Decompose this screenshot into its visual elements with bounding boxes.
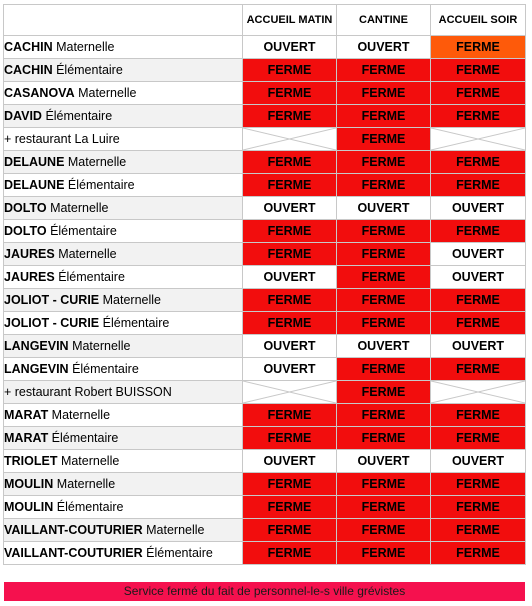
header-blank	[4, 5, 243, 36]
table-row	[4, 450, 526, 473]
status-cantine: FERME	[337, 82, 431, 105]
status-soir: OUVERT	[431, 197, 526, 220]
status-cantine: OUVERT	[337, 335, 431, 358]
status-matin: OUVERT	[243, 335, 337, 358]
table-row	[4, 128, 526, 151]
table-row	[4, 473, 526, 496]
school-type: Élémentaire	[64, 178, 135, 192]
table-row	[4, 151, 526, 174]
header-accueil-matin: ACCUEIL MATIN	[243, 5, 337, 36]
school-name	[4, 335, 243, 358]
status-cantine: FERME	[337, 289, 431, 312]
school-name	[4, 473, 243, 496]
status-cantine: OUVERT	[337, 36, 431, 59]
status-cantine: FERME	[337, 243, 431, 266]
school-type: Maternelle	[46, 201, 109, 215]
status-cantine: FERME	[337, 427, 431, 450]
status-matin: OUVERT	[243, 36, 337, 59]
school-name-bold: JOLIOT - CURIE	[4, 316, 100, 330]
school-name	[4, 82, 243, 105]
school-type: Élémentaire	[68, 362, 139, 376]
status-cantine: OUVERT	[337, 197, 431, 220]
school-name-bold: DOLTO	[4, 201, 47, 215]
status-soir: FERME	[431, 473, 526, 496]
school-type: + restaurant La Luire	[4, 132, 120, 146]
status-matin: FERME	[243, 220, 337, 243]
school-name-bold: DELAUNE	[4, 178, 65, 192]
school-name-bold: DELAUNE	[4, 155, 65, 169]
header-accueil-soir: ACCUEIL SOIR	[431, 5, 526, 36]
not-applicable-cross-icon	[431, 128, 525, 150]
status-matin: FERME	[243, 404, 337, 427]
school-name-bold: DOLTO	[4, 224, 47, 238]
status-matin: FERME	[243, 243, 337, 266]
school-name	[4, 519, 243, 542]
status-not-applicable	[431, 381, 526, 404]
status-cantine: FERME	[337, 496, 431, 519]
status-soir: FERME	[431, 105, 526, 128]
school-type: Élémentaire	[142, 546, 213, 560]
status-soir: OUVERT	[431, 450, 526, 473]
table-row	[4, 404, 526, 427]
status-soir: OUVERT	[431, 266, 526, 289]
school-name	[4, 542, 243, 565]
table-row	[4, 519, 526, 542]
table-row	[4, 174, 526, 197]
school-type: + restaurant Robert BUISSON	[4, 385, 172, 399]
school-type: Élémentaire	[46, 224, 117, 238]
school-name	[4, 266, 243, 289]
school-type: Maternelle	[74, 86, 137, 100]
status-table	[3, 4, 526, 565]
status-soir: OUVERT	[431, 335, 526, 358]
status-cantine: FERME	[337, 358, 431, 381]
table-row	[4, 496, 526, 519]
school-name	[4, 358, 243, 381]
school-name	[4, 404, 243, 427]
school-name	[4, 105, 243, 128]
school-name-bold: TRIOLET	[4, 454, 58, 468]
header-row	[4, 5, 526, 36]
table-row	[4, 358, 526, 381]
school-type: Élémentaire	[48, 431, 119, 445]
school-name	[4, 496, 243, 519]
school-name	[4, 59, 243, 82]
school-name	[4, 427, 243, 450]
status-cantine: FERME	[337, 312, 431, 335]
table-row	[4, 197, 526, 220]
school-type: Élémentaire	[54, 270, 125, 284]
school-name-bold: VAILLANT-COUTURIER	[4, 523, 143, 537]
status-soir: FERME	[431, 358, 526, 381]
header-cantine: CANTINE	[337, 5, 431, 36]
school-name	[4, 220, 243, 243]
school-name-bold: MARAT	[4, 408, 49, 422]
school-type: Élémentaire	[52, 63, 123, 77]
school-type: Maternelle	[48, 408, 111, 422]
school-type: Maternelle	[53, 477, 116, 491]
status-soir: FERME	[431, 151, 526, 174]
status-soir: FERME	[431, 404, 526, 427]
status-soir: OUVERT	[431, 243, 526, 266]
school-name	[4, 174, 243, 197]
status-soir: FERME	[431, 36, 526, 59]
table-row	[4, 36, 526, 59]
status-soir: FERME	[431, 59, 526, 82]
school-name-bold: JAURES	[4, 247, 55, 261]
status-cantine: OUVERT	[337, 450, 431, 473]
school-name	[4, 450, 243, 473]
status-matin: FERME	[243, 59, 337, 82]
status-cantine: FERME	[337, 128, 431, 151]
status-soir: FERME	[431, 496, 526, 519]
table-row	[4, 105, 526, 128]
school-type: Maternelle	[99, 293, 161, 307]
school-type: Maternelle	[142, 523, 205, 537]
status-matin: OUVERT	[243, 450, 337, 473]
status-soir: FERME	[431, 289, 526, 312]
status-cantine: FERME	[337, 266, 431, 289]
status-cantine: FERME	[337, 473, 431, 496]
status-cantine: FERME	[337, 381, 431, 404]
table-row	[4, 289, 526, 312]
status-matin: FERME	[243, 312, 337, 335]
status-cantine: FERME	[337, 404, 431, 427]
school-name-bold: MOULIN	[4, 500, 54, 514]
table-row	[4, 381, 526, 404]
school-name-bold: CASANOVA	[4, 86, 75, 100]
status-cantine: FERME	[337, 174, 431, 197]
status-matin: OUVERT	[243, 266, 337, 289]
table-row	[4, 312, 526, 335]
status-matin: FERME	[243, 174, 337, 197]
status-matin: FERME	[243, 105, 337, 128]
school-name-bold: CACHIN	[4, 40, 53, 54]
table-row	[4, 335, 526, 358]
status-soir: FERME	[431, 312, 526, 335]
table-row	[4, 243, 526, 266]
status-soir: FERME	[431, 174, 526, 197]
status-soir: FERME	[431, 519, 526, 542]
school-name	[4, 128, 243, 151]
school-name-bold: CACHIN	[4, 63, 53, 77]
table-row	[4, 542, 526, 565]
status-soir: FERME	[431, 82, 526, 105]
school-type: Maternelle	[54, 247, 117, 261]
not-applicable-cross-icon	[431, 381, 525, 403]
status-not-applicable	[243, 381, 337, 404]
school-type: Maternelle	[57, 454, 120, 468]
status-matin: FERME	[243, 473, 337, 496]
school-name	[4, 197, 243, 220]
table-row	[4, 59, 526, 82]
school-name	[4, 381, 243, 404]
school-name	[4, 289, 243, 312]
school-name	[4, 312, 243, 335]
status-matin: OUVERT	[243, 358, 337, 381]
status-not-applicable	[431, 128, 526, 151]
not-applicable-cross-icon	[243, 128, 336, 150]
school-type: Maternelle	[68, 339, 131, 353]
school-name-bold: JAURES	[4, 270, 55, 284]
school-type: Maternelle	[64, 155, 127, 169]
school-name-bold: MARAT	[4, 431, 49, 445]
status-soir: FERME	[431, 427, 526, 450]
status-cantine: FERME	[337, 151, 431, 174]
table-body	[4, 36, 526, 565]
status-cantine: FERME	[337, 59, 431, 82]
status-matin: FERME	[243, 151, 337, 174]
school-type: Élémentaire	[53, 500, 124, 514]
school-type: Élémentaire	[99, 316, 170, 330]
table-row	[4, 427, 526, 450]
status-matin: FERME	[243, 519, 337, 542]
school-name-bold: DAVID	[4, 109, 42, 123]
school-name-bold: MOULIN	[4, 477, 54, 491]
status-matin: OUVERT	[243, 197, 337, 220]
school-name	[4, 151, 243, 174]
table-row	[4, 266, 526, 289]
school-name-bold: VAILLANT-COUTURIER	[4, 546, 143, 560]
school-name-bold: LANGEVIN	[4, 339, 69, 353]
school-name-bold: JOLIOT - CURIE	[4, 293, 100, 307]
status-not-applicable	[243, 128, 337, 151]
strike-notice-banner: Service fermé du fait de personnel-le-s ville grévistes	[4, 582, 525, 601]
status-cantine: FERME	[337, 105, 431, 128]
school-name-bold: LANGEVIN	[4, 362, 69, 376]
status-cantine: FERME	[337, 220, 431, 243]
school-type: Élémentaire	[41, 109, 113, 123]
status-cantine: FERME	[337, 519, 431, 542]
table-row	[4, 220, 526, 243]
school-type: Maternelle	[52, 40, 115, 54]
status-matin: FERME	[243, 496, 337, 519]
school-name	[4, 36, 243, 59]
school-name	[4, 243, 243, 266]
table-row	[4, 82, 526, 105]
status-matin: FERME	[243, 542, 337, 565]
status-matin: FERME	[243, 427, 337, 450]
status-matin: FERME	[243, 82, 337, 105]
status-soir: FERME	[431, 220, 526, 243]
status-cantine: FERME	[337, 542, 431, 565]
status-matin: FERME	[243, 289, 337, 312]
status-soir: FERME	[431, 542, 526, 565]
not-applicable-cross-icon	[243, 381, 336, 403]
